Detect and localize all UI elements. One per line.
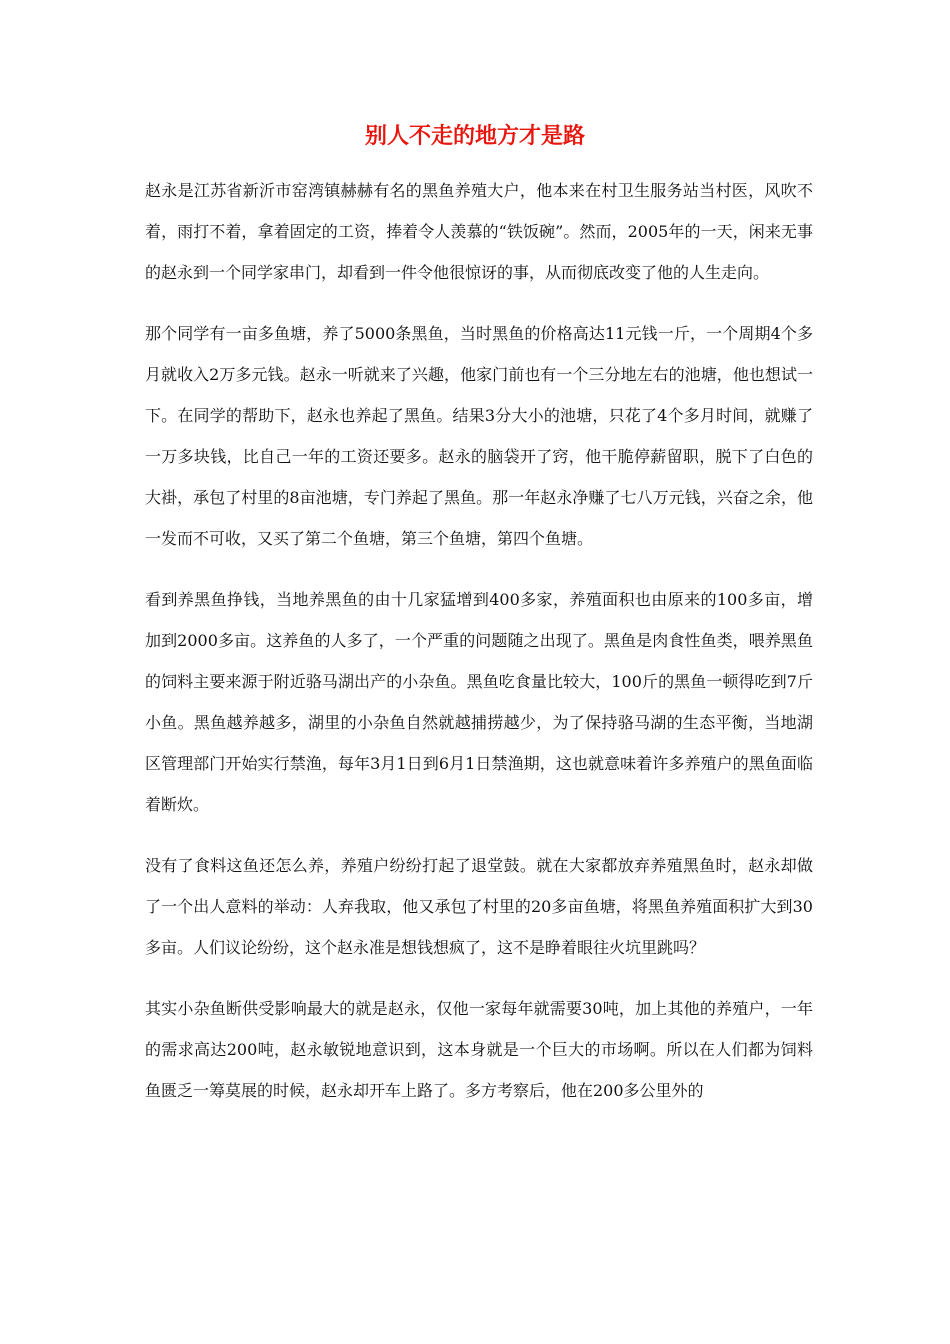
paragraph-5: 其实小杂鱼断供受影响最大的就是赵永，仅他一家每年就需要30吨，加上其他的养殖户，一年的需求高达200吨，赵永敏锐地意识到，这本身就是一个巨大的市场啊。所以在人们都为饲料鱼匮乏一筹莫展的时候，赵永却开车上路了。多方考察后，他在200多公里外的 xyxy=(145,999,813,1100)
article-body xyxy=(145,170,813,1131)
paragraph-2: 那个同学有一亩多鱼塘，养了5000条黑鱼，当时黑鱼的价格高达11元钱一斤，一个周期4个多月就收入2万多元钱。赵永一听就来了兴趣，他家门前也有一个三分地左右的池塘，他也想试一下。在同学的帮助下，赵永也养起了黑鱼。结果3分大小的池塘，只花了4个多月时间，就赚了一万多块钱，比自己一年的工资还要多。赵永的脑袋开了窍，他干脆停薪留职，脱下了白色的大褂，承包了村里的8亩池塘，专门养起了黑鱼。那一年赵永净赚了七八万元钱，兴奋之余，他一发而不可收，又买了第二个鱼塘，第三个鱼塘，第四个鱼塘。 xyxy=(145,324,813,548)
paragraph-1: 赵永是江苏省新沂市窑湾镇赫赫有名的黑鱼养殖大户，他本来在村卫生服务站当村医，风吹不着，雨打不着，拿着固定的工资，捧着令人羡慕的“铁饭碗”。然而，2005年的一天，闲来无事的赵永到一个同学家串门，却看到一件令他很惊讶的事，从而彻底改变了他的人生走向。 xyxy=(145,181,813,282)
article-title: 别人不走的地方才是路 xyxy=(364,123,585,149)
paragraph-4: 没有了食料这鱼还怎么养，养殖户纷纷打起了退堂鼓。就在大家都放弃养殖黑鱼时，赵永却做了一个出人意料的举动：人弃我取，他又承包了村里的20多亩鱼塘，将黑鱼养殖面积扩大到30多亩。人们议论纷纷，这个赵永准是想钱想疯了，这不是睁着眼往火坑里跳吗？ xyxy=(145,856,813,957)
paragraph-3: 看到养黑鱼挣钱，当地养黑鱼的由十几家猛增到400多家，养殖面积也由原来的100多亩，增加到2000多亩。这养鱼的人多了，一个严重的问题随之出现了。黑鱼是肉食性鱼类，喂养黑鱼的饲料主要来源于附近骆马湖出产的小杂鱼。黑鱼吃食量比较大，100斤的黑鱼一顿得吃到7斤小鱼。黑鱼越养越多，湖里的小杂鱼自然就越捕捞越少，为了保持骆马湖的生态平衡，当地湖区管理部门开始实行禁渔，每年3月1日到6月1日禁渔期，这也就意味着许多养殖户的黑鱼面临着断炊。 xyxy=(145,590,813,814)
